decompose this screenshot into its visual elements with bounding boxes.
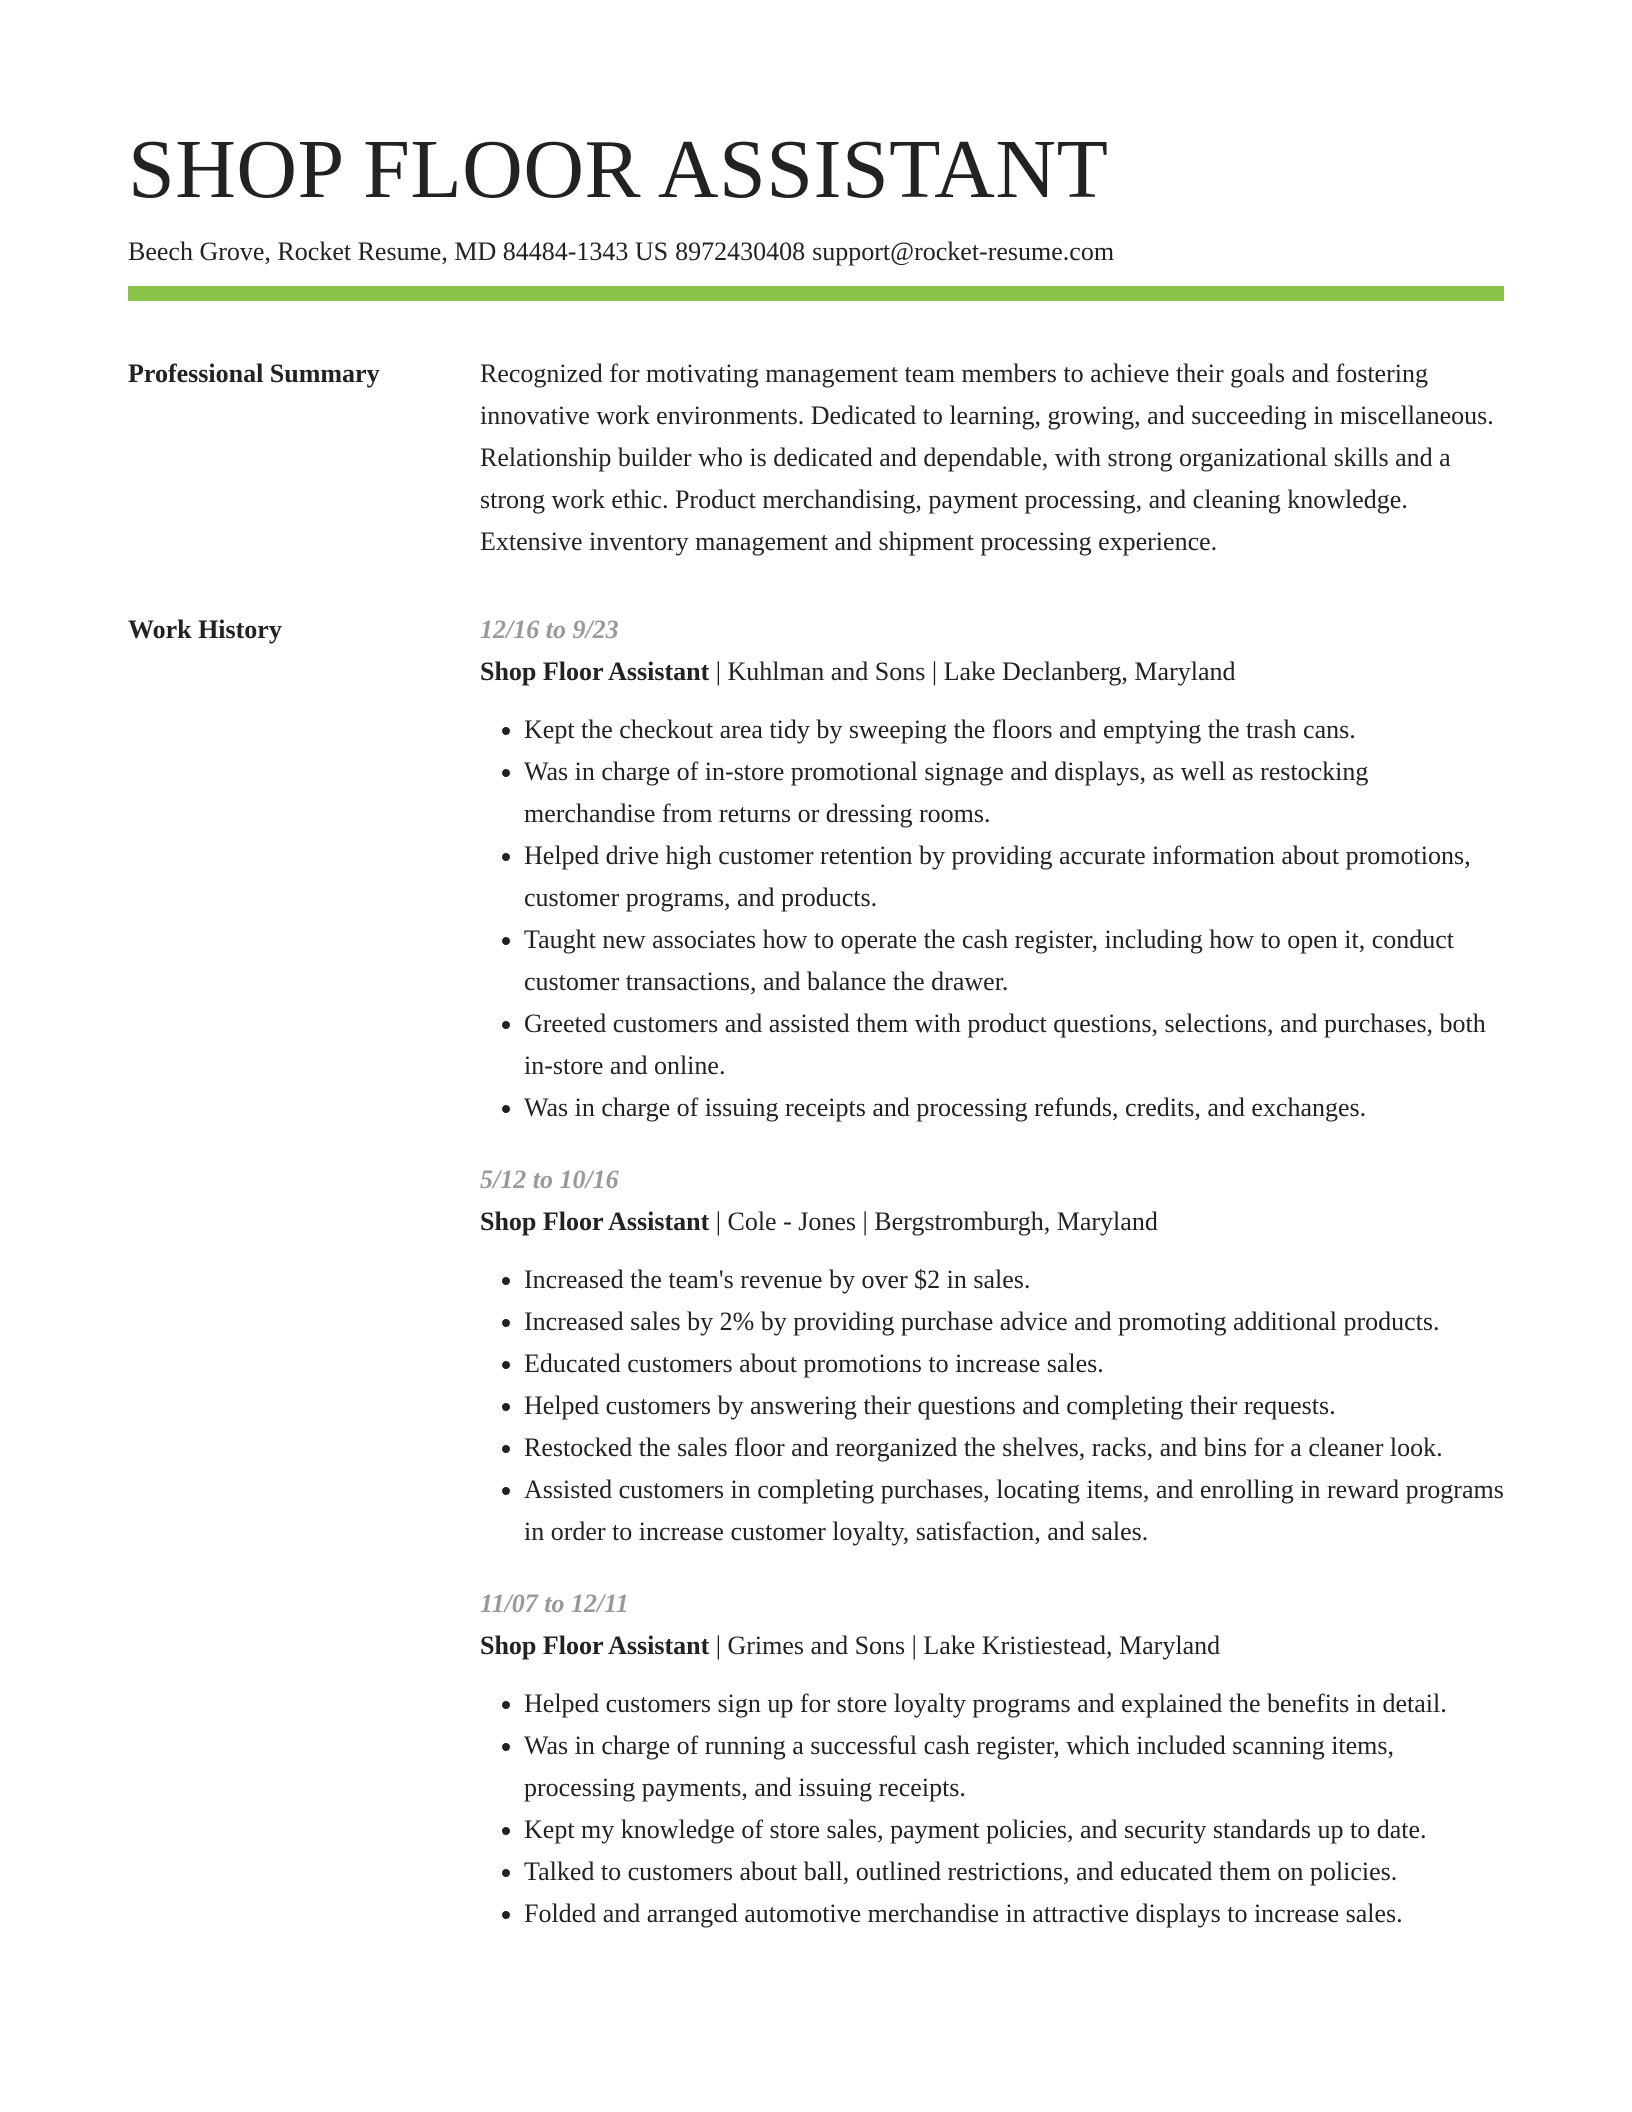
job-location: Bergstromburgh, Maryland: [874, 1207, 1158, 1236]
job-title-line: [480, 1201, 1504, 1243]
job-bullet: • Was in charge of in-store promotional signage and displays, as well as restocking merchandise from returns or dressing rooms.: [524, 751, 1504, 835]
job-title-line: [480, 651, 1504, 693]
job-bullet: • Assisted customers in completing purchases, locating items, and enrolling in reward programs in order to increase customer loyalty, satisfaction, and sales.: [524, 1469, 1504, 1553]
job-separator: |: [709, 1631, 728, 1660]
job-location: Lake Declanberg, Maryland: [943, 657, 1236, 686]
summary-body: [480, 353, 1504, 563]
summary-text: Recognized for motivating management team members to achieve their goals and fostering innovative work environments. Dedicated to learning, growing, and succeeding in miscellaneous. Relationship builder who is dedicated and dependable, with strong organizational skills and a strong work ethic. Product merchandising, payment processing, and cleaning knowledge. Extensive inventory management and shipment processing experience.: [480, 359, 1494, 556]
job-company: Grimes and Sons: [727, 1631, 906, 1660]
job-separator: |: [856, 1207, 875, 1236]
job-entry: [480, 1583, 1504, 1935]
contact-phone: 8972430408: [675, 237, 806, 266]
job-location: Lake Kristiestead, Maryland: [923, 1631, 1221, 1660]
job-bullet-list: [480, 709, 1504, 1129]
job-separator: |: [905, 1631, 924, 1660]
job-entry: [480, 609, 1504, 1129]
job-separator: |: [709, 1207, 728, 1236]
summary-label: Professional Summary: [128, 359, 380, 388]
contact-address: Beech Grove, Rocket Resume, MD 84484-1343 US: [128, 237, 669, 266]
job-bullet: • Kept my knowledge of store sales, payment policies, and security standards up to date.: [524, 1809, 1504, 1851]
job-bullet: • Folded and arranged automotive merchandise in attractive displays to increase sales.: [524, 1893, 1504, 1935]
job-bullet: • Educated customers about promotions to increase sales.: [524, 1343, 1504, 1385]
job-entry: [480, 1159, 1504, 1553]
job-bullet: • Helped customers by answering their questions and completing their requests.: [524, 1385, 1504, 1427]
work-history-body: [480, 609, 1504, 1965]
job-bullet: • Increased sales by 2% by providing purchase advice and promoting additional products.: [524, 1301, 1504, 1343]
job-bullet: • Helped customers sign up for store loyalty programs and explained the benefits in detail.: [524, 1683, 1504, 1725]
job-dates: 12/16 to 9/23: [480, 615, 619, 644]
job-bullet: • Was in charge of running a successful cash register, which included scanning items, processing payments, and issuing receipts.: [524, 1725, 1504, 1809]
resume-name: SHOP FLOOR ASSISTANT: [128, 123, 1109, 216]
resume-page: [128, 120, 1504, 1965]
header-divider: [128, 286, 1504, 301]
job-bullet: • Taught new associates how to operate the cash register, including how to open it, conduct customer transactions, and balance the drawer.: [524, 919, 1504, 1003]
contact-email: support@rocket-resume.com: [812, 237, 1115, 266]
job-bullet: • Helped drive high customer retention by providing accurate information about promotions, customer programs, and products.: [524, 835, 1504, 919]
job-bullet: • Restocked the sales floor and reorganized the shelves, racks, and bins for a cleaner look.: [524, 1427, 1504, 1469]
job-title: Shop Floor Assistant: [480, 1207, 710, 1236]
job-separator: |: [925, 657, 944, 686]
job-company: Cole - Jones: [727, 1207, 857, 1236]
job-bullet: • Was in charge of issuing receipts and processing refunds, credits, and exchanges.: [524, 1087, 1504, 1129]
job-dates: 5/12 to 10/16: [480, 1165, 619, 1194]
job-bullet-list: [480, 1683, 1504, 1935]
job-bullet: • Greeted customers and assisted them with product questions, selections, and purchases, both in-store and online.: [524, 1003, 1504, 1087]
job-bullet-list: [480, 1259, 1504, 1553]
job-bullet: • Kept the checkout area tidy by sweeping the floors and emptying the trash cans.: [524, 709, 1504, 751]
job-title-line: [480, 1625, 1504, 1667]
work-history-section: [128, 609, 1504, 1965]
summary-section: [128, 353, 1504, 563]
work-history-label: Work History: [128, 615, 282, 644]
job-title: Shop Floor Assistant: [480, 657, 710, 686]
job-title: Shop Floor Assistant: [480, 1631, 710, 1660]
job-bullet: • Increased the team's revenue by over $2 in sales.: [524, 1259, 1504, 1301]
job-dates: 11/07 to 12/11: [480, 1589, 629, 1618]
job-bullet: • Talked to customers about ball, outlined restrictions, and educated them on policies.: [524, 1851, 1504, 1893]
job-separator: |: [709, 657, 728, 686]
job-company: Kuhlman and Sons: [727, 657, 926, 686]
contact-line: [128, 234, 1504, 270]
